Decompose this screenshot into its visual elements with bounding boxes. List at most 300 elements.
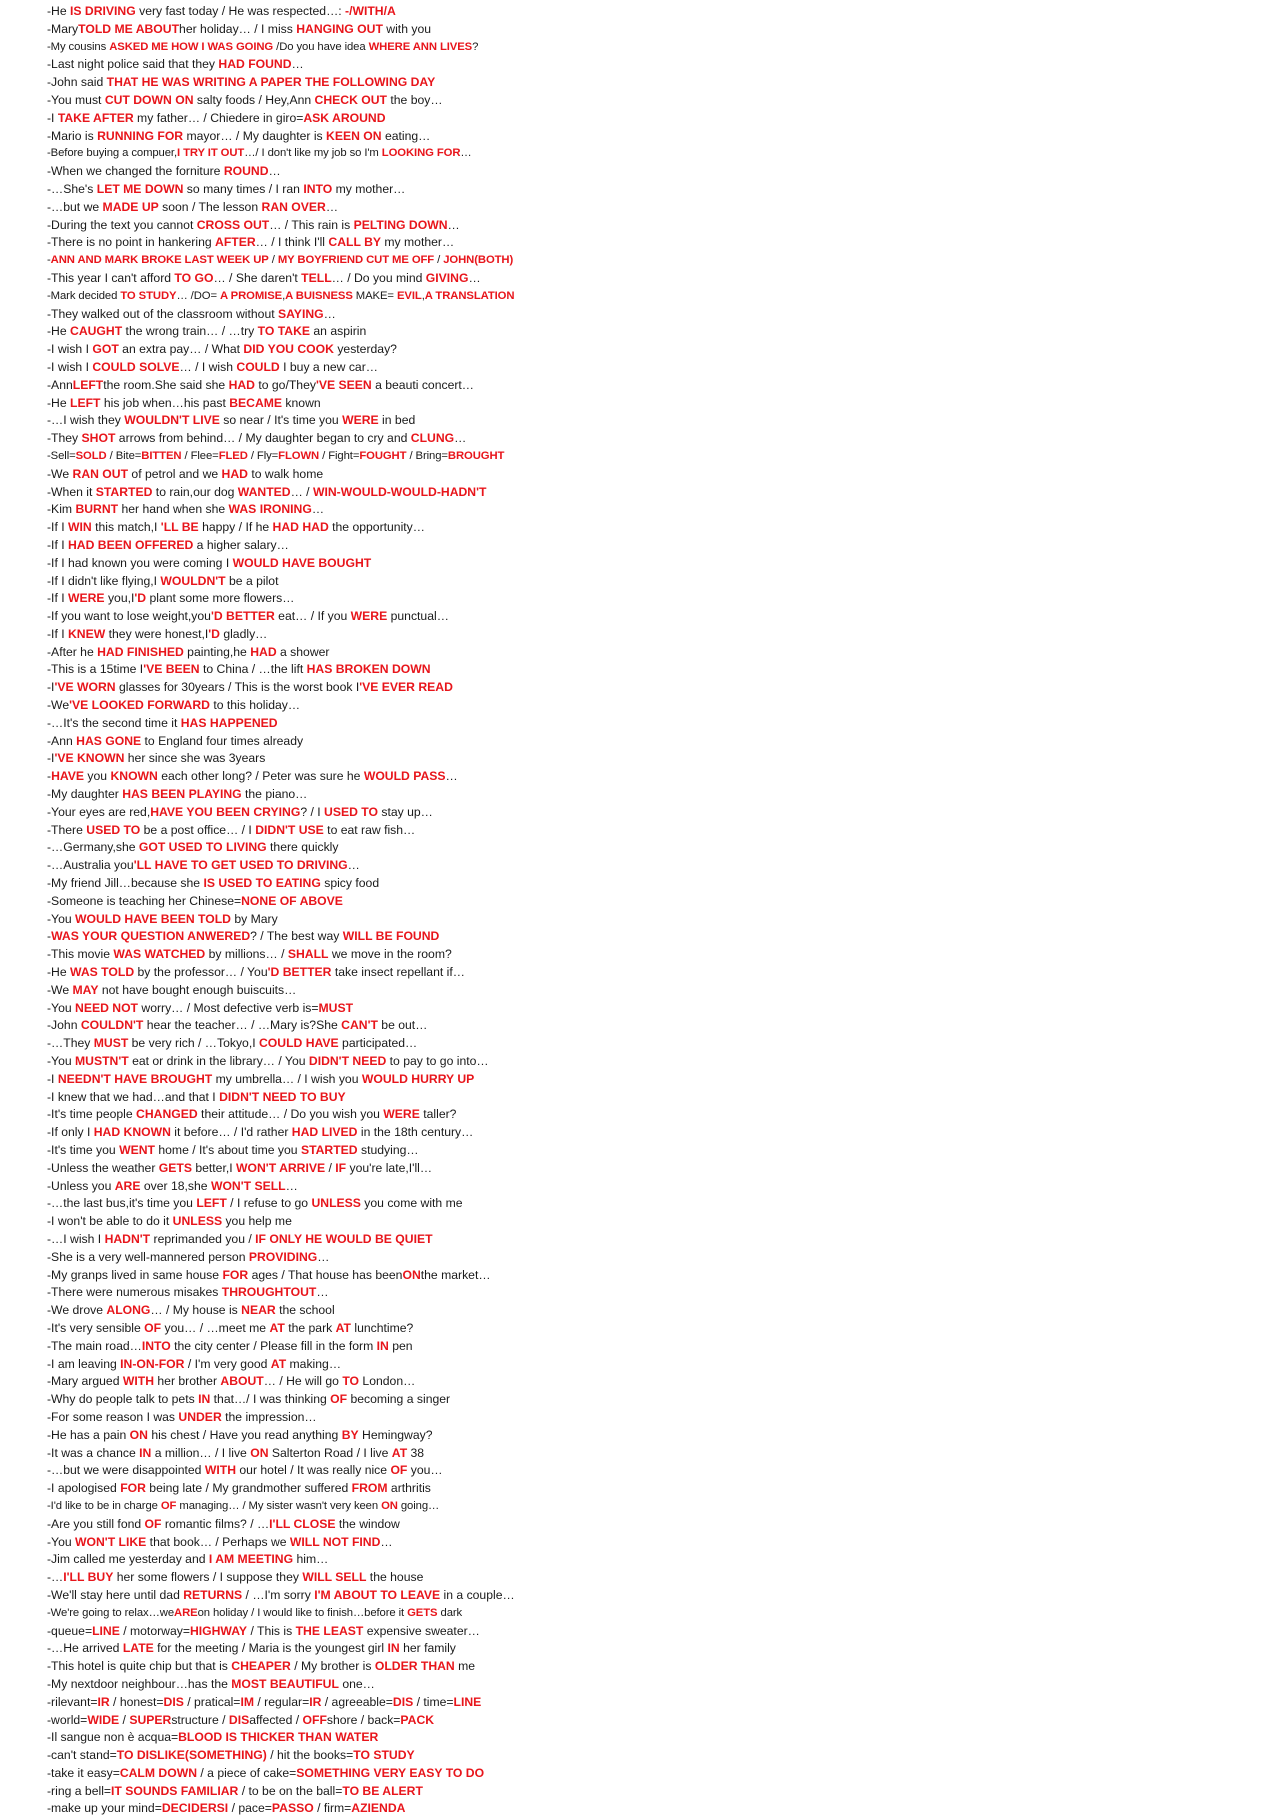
line-text: an extra pay… / What [118,342,244,357]
line-text: -John said [47,75,107,90]
line-text: affected / [249,1712,303,1727]
line-text: … / My house is [150,1303,242,1318]
highlighted-answer: 'VE KNOWN [54,751,125,766]
text-line [47,1017,1247,1035]
line-text: becoming a singer [347,1392,451,1407]
highlighted-answer: GETS [158,1160,192,1175]
highlighted-answer: 'VE BEEN [143,662,200,677]
text-line [47,839,1247,857]
text-line [47,537,1247,555]
line-text: -It's time you [47,1143,120,1157]
text-line [47,982,1247,1000]
text-line [47,181,1247,199]
text-line [47,1356,1247,1374]
line-text: my mother… [332,181,406,196]
line-text: … [323,306,336,321]
highlighted-answer: FROM [351,1481,388,1496]
highlighted-answer: TO GO [174,270,214,285]
text-line [47,697,1247,715]
highlighted-answer: THROUGHTOUT [221,1285,317,1300]
line-text: you… / …meet me [161,1320,270,1335]
highlighted-answer: COULD [236,359,280,374]
highlighted-answer: COULDN'T [80,1018,144,1033]
line-text: ? / The best way [250,929,343,944]
line-text: her some flowers / I suppose they [113,1570,303,1585]
text-line [47,1213,1247,1231]
line-text: take insect repellant if… [331,965,465,980]
text-line [47,145,1247,163]
highlighted-answer: DIS [228,1712,250,1727]
line-text: , [421,289,425,302]
highlighted-answer: WANTED [237,484,291,499]
line-text: a million… / I live [151,1445,251,1460]
line-text: -If I didn't like flying,I [47,573,161,588]
line-text: / to be on the ball= [238,1783,343,1798]
text-line [47,1178,1247,1196]
highlighted-answer: FOUGHT [359,449,407,462]
line-text: -If you want to lose weight,you [47,609,211,624]
highlighted-answer: MUSTN'T [75,1054,129,1069]
text-line [47,1391,1247,1409]
line-text: a shower [276,644,330,659]
line-text: taller? [419,1107,457,1122]
highlighted-answer: I'LL BUY [63,1570,114,1585]
line-text: / [325,1160,336,1175]
text-line [47,1534,1247,1552]
line-text: -We'll stay here until dad [47,1587,184,1602]
highlighted-answer: BECAME [229,395,283,410]
line-text: salty foods / Hey,Ann [193,92,315,107]
line-text: -The main road… [47,1338,142,1353]
text-line [47,234,1247,252]
text-line [47,715,1247,733]
line-text: -It was a chance [47,1445,140,1460]
text-line [47,1569,1247,1587]
text-line [47,56,1247,74]
highlighted-answer: DIDN'T NEED TO BUY [219,1089,346,1104]
highlighted-answer: HAVE YOU BEEN CRYING [150,804,301,819]
highlighted-answer: HAS GONE [76,733,142,748]
line-text: participated… [338,1036,418,1051]
line-text: -This hotel is quite chip but that is [47,1659,232,1674]
line-text: shore / back= [326,1712,401,1727]
line-text: -Mark decided [47,289,121,302]
line-text: -I won't be able to do it [47,1214,173,1229]
highlighted-answer: ON [402,1267,421,1282]
highlighted-answer: RAN OVER [261,199,326,214]
highlighted-answer: AT [269,1320,285,1335]
highlighted-answer: IT SOUNDS FAMILIAR [111,1783,239,1798]
line-text: -They walked out of the classroom without [47,306,278,321]
line-text: soon / The lesson [158,199,262,214]
line-text: -There [47,822,87,837]
highlighted-answer: UNDER [178,1409,222,1424]
line-text: the impression… [221,1409,317,1424]
highlighted-answer: COULD SOLVE [92,359,180,374]
line-text: -John [47,1018,81,1033]
highlighted-answer: WOULD HAVE BOUGHT [232,555,372,570]
line-text: MAKE= [352,289,397,302]
line-text: -It's very sensible [47,1320,145,1335]
line-text: there quickly [266,840,339,855]
highlighted-answer: ALONG [106,1303,151,1318]
highlighted-answer: TO TAKE [257,324,311,339]
line-text: , [282,289,286,302]
highlighted-answer: CAUGHT [70,324,123,339]
highlighted-answer: HAS HAPPENED [180,715,278,730]
line-text: -I'd like to be in charge [47,1499,161,1512]
text-line [47,252,1247,270]
line-text: their attitude… / Do you wish you [197,1107,384,1122]
highlighted-answer: HAD KNOWN [93,1125,171,1140]
text-line [47,341,1247,359]
highlighted-answer: ASKED ME HOW I WAS GOING [109,40,274,53]
highlighted-answer: IS DRIVING [70,4,136,18]
line-text: by Mary [230,911,278,926]
highlighted-answer: TO DISLIKE(SOMETHING) [116,1748,267,1763]
highlighted-answer: NEAR [241,1303,276,1318]
highlighted-answer: UNLESS [172,1214,223,1229]
highlighted-answer: OF [160,1499,177,1512]
line-text: glasses for 30years / This is the worst book I [115,680,360,695]
highlighted-answer: GETS [407,1606,438,1619]
highlighted-answer: PASSO [271,1801,314,1816]
line-text: -He [47,324,71,339]
highlighted-answer: THE LEAST [295,1623,364,1638]
highlighted-answer: USED TO [324,804,378,819]
line-text: over 18,she [140,1178,211,1193]
text-line [47,1302,1247,1320]
highlighted-answer: HAD [221,466,248,481]
text-line [47,964,1247,982]
line-text: known [282,395,321,410]
line-text: - [47,254,51,267]
line-text: to rain,our dog [152,484,238,499]
line-text: -When it [47,484,96,499]
highlighted-answer: -/WITH/A [345,4,396,18]
line-text: home / It's about time you [154,1143,301,1157]
text-line [47,1124,1247,1142]
highlighted-answer: MY BOYFRIEND CUT ME OFF [277,254,435,267]
highlighted-answer: NONE OF ABOVE [241,893,343,908]
line-text: happy / If he [198,520,273,535]
line-text: to eat raw fish… [323,822,416,837]
highlighted-answer: IR [309,1694,322,1709]
line-text: -After he [47,644,98,659]
text-line [47,217,1247,235]
line-text: gladly… [219,626,268,641]
line-text: going… [397,1499,440,1512]
highlighted-answer: WOULDN'T LIVE [124,413,220,428]
text-line [47,1480,1247,1498]
highlighted-answer: WERE [342,413,379,428]
highlighted-answer: CHEAPER [231,1659,291,1674]
line-text: -For some reason I was [47,1409,179,1424]
highlighted-answer: HAD [228,377,255,392]
text-line [47,519,1247,537]
highlighted-answer: USED TO [86,822,141,837]
line-text: -make up your mind= [47,1801,162,1816]
highlighted-answer: FOR [222,1267,249,1282]
line-text: I buy a new car… [279,359,378,374]
highlighted-answer: ASK AROUND [303,110,386,125]
line-text: managing… / My sister wasn't very keen [176,1499,382,1512]
text-line [47,857,1247,875]
highlighted-answer: 'D [208,626,220,641]
line-text: -I [47,751,55,766]
line-text: -…He arrived [47,1641,123,1656]
highlighted-answer: I AM MEETING [208,1552,294,1567]
line-text: -Why do people talk to pets [47,1392,199,1407]
line-text: -He [47,4,71,18]
line-text: … [325,199,339,214]
line-text: to England four times already [141,733,304,748]
highlighted-answer: WILL NOT FIND [289,1534,381,1549]
line-text: / pratical= [183,1694,241,1709]
highlighted-answer: ABOUT [220,1374,264,1389]
text-line [47,1320,1247,1338]
line-text: romantic films? / … [161,1516,270,1531]
highlighted-answer: A PROMISE [220,289,283,302]
line-text: you [84,769,111,784]
highlighted-answer: FOR [120,1481,146,1496]
text-line [47,1195,1247,1213]
highlighted-answer: WILL BE FOUND [342,929,440,944]
highlighted-answer: THAT HE WAS WRITING A PAPER THE FOLLOWING DAY [106,75,436,90]
text-line [47,1498,1247,1516]
highlighted-answer: WHERE ANN LIVES [368,40,473,53]
line-text: -I wish I [47,359,93,374]
highlighted-answer: 'D BETTER [267,965,332,980]
line-text: my mother… [381,235,455,250]
text-line [47,288,1247,306]
text-line [47,395,1247,413]
line-text: -rilevant= [47,1694,98,1709]
highlighted-answer: HAS BEEN PLAYING [122,787,242,802]
line-text: -You [47,1054,76,1069]
highlighted-answer: CROSS OUT [196,217,270,232]
line-text: so near / It's time you [219,413,343,428]
highlighted-answer: HADN'T [104,1231,151,1246]
text-line [47,1712,1247,1730]
text-line [47,608,1247,626]
highlighted-answer: SHOT [81,431,116,446]
line-text: the opportunity… [328,520,425,535]
highlighted-answer: ON [381,1499,398,1512]
highlighted-answer: WOULD HAVE BEEN TOLD [75,911,231,926]
text-line [47,1462,1247,1480]
text-line [47,466,1247,484]
line-text: -…but we were disappointed [47,1463,205,1478]
line-text: the window [335,1516,400,1531]
text-line [47,911,1247,929]
text-line [47,733,1247,751]
line-text: -Jim called me yesterday and [47,1552,209,1567]
highlighted-answer: GOT [92,342,119,357]
line-text: the boy… [386,92,443,107]
line-text: her holiday… / I miss [179,21,297,36]
line-text: -We [47,698,70,713]
line-text: -take it easy= [47,1765,120,1780]
highlighted-answer: HAD FINISHED [97,644,184,659]
line-text: -If I [47,520,68,535]
line-text: my umbrella… / I wish you [212,1071,362,1086]
line-text: -During the text you cannot [47,217,197,232]
highlighted-answer: GOT USED TO LIVING [138,840,267,855]
highlighted-answer: NEED NOT [75,1000,138,1015]
line-text: -…It's the second time it [47,715,181,730]
line-text: / This is [247,1623,296,1638]
line-text: that book… / Perhaps we [146,1534,290,1549]
highlighted-answer: HAD HAD [272,520,329,535]
highlighted-answer: SOMETHING VERY EASY TO DO [296,1765,485,1780]
highlighted-answer: HAD LIVED [291,1125,358,1140]
text-line [47,768,1247,786]
line-text: -Mary argued [47,1374,123,1389]
text-line [47,644,1247,662]
highlighted-answer: MAY [72,982,99,997]
line-text: her family [399,1641,456,1656]
text-line [47,1445,1247,1463]
line-text: -I [47,110,58,125]
highlighted-answer: WIN-WOULD-WOULD-HADN'T [312,484,487,499]
line-text: … / Do you mind [331,270,426,285]
line-text: -He [47,965,71,980]
line-text: - [47,929,52,944]
text-line [47,1658,1247,1676]
line-text: dark [437,1606,463,1619]
highlighted-answer: SHALL [287,947,329,962]
line-text: the wrong train… / …try [122,324,258,339]
text-line [47,1729,1247,1747]
line-text: -I wish I [47,342,93,357]
line-text: / a piece of cake= [197,1765,297,1780]
highlighted-answer: 'D BETTER [210,609,275,624]
line-text: his chest / Have you read anything [147,1427,342,1442]
text-line [47,359,1247,377]
highlighted-answer: JOHN(BOTH) [443,254,514,267]
line-text: on holiday / I would like to finish…before it [197,1606,408,1619]
line-text: -Il sangue non è acqua= [47,1730,179,1745]
text-line [47,1783,1247,1801]
highlighted-answer: MUST [93,1036,129,1051]
line-text: in bed [378,413,416,428]
highlighted-answer: I'LL CLOSE [269,1516,336,1531]
highlighted-answer: WITH [204,1463,236,1478]
line-text: making… [286,1356,342,1371]
highlighted-answer: TO [342,1374,360,1389]
line-text: expensive sweater… [363,1623,480,1638]
text-line [47,590,1247,608]
line-text: -My nextdoor neighbour…has the [47,1676,232,1691]
highlighted-answer: KNEW [68,626,106,641]
document-body [47,3,1247,1818]
line-text: -He has a pain [47,1427,130,1442]
highlighted-answer: TO STUDY [120,289,177,302]
line-text: by millions… / [205,947,288,962]
highlighted-answer: TAKE AFTER [57,110,134,125]
line-text: -I am leaving [47,1356,121,1371]
text-line [47,163,1247,181]
highlighted-answer: WERE [350,609,388,624]
text-line [47,875,1247,893]
text-line [47,946,1247,964]
text-line [47,128,1247,146]
line-text: plant some more flowers… [146,591,295,606]
highlighted-answer: IS USED TO EATING [203,876,321,891]
line-text: our hotel / It was really nice [236,1463,391,1478]
line-text: / motorway= [119,1623,190,1638]
line-text: arthritis [387,1481,431,1496]
highlighted-answer: TOLD ME ABOUT [78,21,180,36]
line-text: … [460,147,472,160]
line-text: … / I wish [179,359,237,374]
line-text: you,I [104,591,135,606]
line-text: / hit the books= [266,1748,354,1763]
line-text: her hand when she [118,502,229,517]
line-text: … [285,1178,298,1193]
highlighted-answer: IF ONLY HE WOULD BE QUIET [255,1231,433,1246]
line-text: / time= [413,1694,454,1709]
text-line [47,92,1247,110]
highlighted-answer: IM [240,1694,254,1709]
line-text: to China / …the lift [199,662,307,677]
text-line [47,1089,1247,1107]
text-line [47,1747,1247,1765]
line-text: -If only I [47,1125,94,1140]
text-line [47,1409,1247,1427]
line-text: …/ I don't like my job so I'm [244,147,382,160]
line-text: … / This rain is [269,217,354,232]
highlighted-answer: 'VE EVER READ [359,680,453,695]
line-text: / Fight= [319,449,360,462]
line-text: -If I [47,626,68,641]
text-line [47,484,1247,502]
line-text: you're late,I'll… [346,1160,433,1175]
text-line [47,928,1247,946]
text-line [47,1516,1247,1534]
line-text: / agreeable= [321,1694,393,1709]
line-text: -You [47,911,76,926]
line-text: -You [47,1534,76,1549]
line-text: -My daughter [47,787,123,802]
text-line [47,270,1247,288]
line-text: … / She daren't [213,270,302,285]
line-text: … [445,769,458,784]
text-line [47,110,1247,128]
line-text: -Ann [47,733,77,748]
line-text: … [447,217,460,232]
text-line [47,1605,1247,1623]
highlighted-answer: SUPER [129,1712,172,1727]
line-text: yesterday? [333,342,397,357]
highlighted-answer: WOULDN'T [160,573,226,588]
line-text: a beauti concert… [371,377,474,392]
highlighted-answer: CALL BY [328,235,381,250]
text-line [47,1231,1247,1249]
line-text: / regular= [253,1694,310,1709]
line-text: for the meeting / Maria is the youngest girl [153,1641,388,1656]
highlighted-answer: HAD FOUND [218,57,292,72]
line-text: -…but we [47,199,103,214]
line-text: / My brother is [290,1659,375,1674]
highlighted-answer: FLOWN [278,449,320,462]
text-line [47,199,1247,217]
line-text: -There is no point in hankering [47,235,216,250]
line-text: / [434,254,444,267]
line-text: … [380,1534,393,1549]
line-text: better,I [191,1160,237,1175]
